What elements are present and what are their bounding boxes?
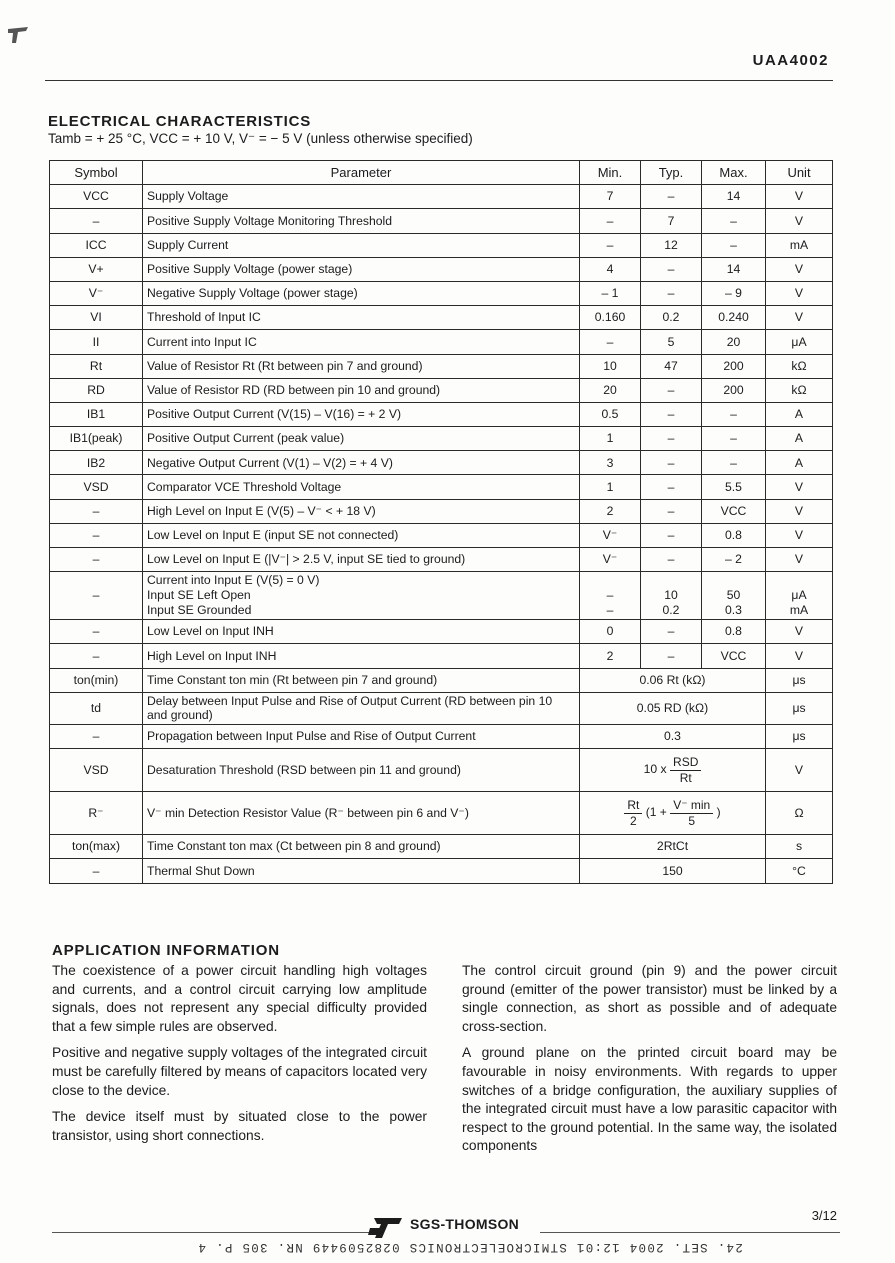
cell-unit: V [766,475,833,499]
electrical-characteristics-table [49,160,833,884]
paragraph: The coexistence of a power circuit handling high voltages and currents, and a control circuit carrying low amplitude signals, does not represent any special difficulty provided that a few simple rules are observed. [52,963,427,1034]
cell-typ: 12 [641,233,702,257]
table-row [50,668,833,692]
cell-parameter: Low Level on Input E (|V⁻| > 2.5 V, input SE tied to ground) [143,548,580,572]
cell-unit [766,572,833,620]
cell-symbol: – [50,209,143,233]
table-row [50,330,833,354]
cell-unit: °C [766,859,833,883]
cell-min: V⁻ [580,523,641,547]
cell-parameter: Negative Output Current (V(1) – V(2) = + 4 V) [143,451,580,475]
test-conditions: Tamb = + 25 °C, VCC = + 10 V, V⁻ = − 5 V (unless otherwise specified) [48,131,473,146]
st-logo-icon [368,1215,404,1239]
cell-unit: V [766,499,833,523]
cell-max: VCC [702,644,766,668]
cell-value: 2RtCt [580,835,766,859]
cell-typ: – [641,548,702,572]
cell-parameter: High Level on Input INH [143,644,580,668]
table-row [50,209,833,233]
denominator: Rt [679,770,692,785]
cell-unit: V [766,257,833,281]
cell-typ: – [641,451,702,475]
cell-min: 20 [580,378,641,402]
cell-typ: – [641,281,702,305]
cell-parameter: Value of Resistor Rt (Rt between pin 7 and ground) [143,354,580,378]
formula-fraction [670,798,713,828]
header-rule [45,80,833,81]
cell-min: 1 [580,475,641,499]
table-row [50,620,833,644]
cell-unit: V [766,281,833,305]
cell-typ [641,572,702,620]
cell-symbol: – [50,644,143,668]
cell-unit: A [766,427,833,451]
cell-unit: A [766,402,833,426]
cell-parameter: Current into Input IC [143,330,580,354]
cell-line: – [606,603,614,618]
cell-min: V⁻ [580,548,641,572]
cell-unit: V [766,209,833,233]
cell-line: 10 [664,588,678,603]
cell-symbol: II [50,330,143,354]
cell-typ: 5 [641,330,702,354]
cell-symbol: – [50,620,143,644]
col-header-unit: Unit [766,161,833,185]
cell-typ: – [641,644,702,668]
cell-typ: – [641,620,702,644]
cell-unit: V [766,644,833,668]
cell-formula [580,749,766,792]
table-row [50,725,833,749]
cell-line: Input SE Left Open [147,588,251,603]
cell-parameter: Supply Voltage [143,185,580,209]
cell-typ: – [641,257,702,281]
cell-min: 2 [580,499,641,523]
paragraph: The control circuit ground (pin 9) and the power circuit ground (emitter of the power transistor) must be linked by a single connection, as short as possible and of adequate cross-section. [462,963,837,1034]
cell-symbol: – [50,499,143,523]
cell-typ: 7 [641,209,702,233]
page-number: 3/12 [811,1208,837,1223]
cell-line [770,573,828,588]
cell-symbol: ICC [50,233,143,257]
cell-parameter: Thermal Shut Down [143,859,580,883]
table-row [50,427,833,451]
cell-unit: μs [766,725,833,749]
cell-unit: V [766,548,833,572]
cell-min: 4 [580,257,641,281]
cell-parameter: Positive Supply Voltage Monitoring Threshold [143,209,580,233]
cell-min: – [580,233,641,257]
cell-symbol: – [50,725,143,749]
cell-line: μA [791,588,807,603]
cell-max: – [702,427,766,451]
cell-symbol: VSD [50,749,143,792]
col-header-symbol: Symbol [50,161,143,185]
cell-min: 0.160 [580,306,641,330]
cell-symbol: IB1 [50,402,143,426]
table-row [50,523,833,547]
table-row [50,749,833,792]
formula-text: ) [716,805,721,820]
cell-unit: Ω [766,792,833,835]
application-right-column [462,962,837,1164]
cell-symbol: RD [50,378,143,402]
footer-rule [52,1232,372,1233]
paragraph: Positive and negative supply voltages of the integrated circuit must be carefully filtered by means of capacitors located very close to the device. [52,1045,427,1098]
cell-symbol: ton(max) [50,835,143,859]
cell-symbol: VI [50,306,143,330]
cell-symbol: VSD [50,475,143,499]
cell-typ: – [641,378,702,402]
cell-min: 1 [580,427,641,451]
cell-parameter: Positive Output Current (V(15) – V(16) = + 2 V) [143,402,580,426]
table-header-row [50,161,833,185]
cell-symbol: IB1(peak) [50,427,143,451]
cell-parameter: Threshold of Input IC [143,306,580,330]
cell-parameter: Supply Current [143,233,580,257]
cell-max: 20 [702,330,766,354]
cell-unit: mA [766,233,833,257]
cell-parameter: High Level on Input E (V(5) – V⁻ < + 18 V) [143,499,580,523]
cell-unit: μs [766,668,833,692]
cell-unit: kΩ [766,378,833,402]
table-row [50,402,833,426]
cell-line: 0.3 [725,603,742,618]
cell-max: 0.8 [702,620,766,644]
cell-symbol: – [50,548,143,572]
cell-min: 2 [580,644,641,668]
footer-rule [540,1232,840,1233]
formula-prefix: 10 x [643,762,667,777]
cell-max: VCC [702,499,766,523]
numerator: V⁻ min [670,798,713,813]
table-row [50,233,833,257]
cell-typ: – [641,402,702,426]
formula-text: (1 + [645,805,667,820]
cell-unit: μA [766,330,833,354]
table-row [50,644,833,668]
cell-parameter: Positive Output Current (peak value) [143,427,580,451]
cell-line [645,573,697,588]
cell-symbol: V+ [50,257,143,281]
table-row [50,692,833,724]
cell-max: – [702,451,766,475]
cell-value: 0.3 [580,725,766,749]
table-row [50,572,833,620]
cell-parameter: Low Level on Input INH [143,620,580,644]
cell-parameter: Low Level on Input E (input SE not connected) [143,523,580,547]
cell-line [584,573,636,588]
cell-unit: μs [766,692,833,724]
cell-typ: – [641,499,702,523]
col-header-typ: Typ. [641,161,702,185]
numerator: Rt [624,798,642,813]
cell-min: – 1 [580,281,641,305]
cell-symbol: V⁻ [50,281,143,305]
cell-unit: V [766,306,833,330]
denominator: 2 [630,813,637,828]
application-title: APPLICATION INFORMATION [52,942,280,959]
cell-min: 3 [580,451,641,475]
table-row [50,451,833,475]
cell-parameter: Time Constant ton min (Rt between pin 7 and ground) [143,668,580,692]
cell-unit: V [766,185,833,209]
cell-line: mA [789,603,809,618]
col-header-min: Min. [580,161,641,185]
cell-max: – 9 [702,281,766,305]
cell-parameter: Desaturation Threshold (RSD between pin 11 and ground) [143,749,580,792]
cell-parameter: Negative Supply Voltage (power stage) [143,281,580,305]
table-row [50,548,833,572]
cell-value: 0.05 RD (kΩ) [580,692,766,724]
cell-max: – 2 [702,548,766,572]
numerator: RSD [670,755,701,770]
cell-unit: V [766,749,833,792]
cell-line: 0.2 [662,603,680,618]
formula-fraction [624,798,642,828]
cell-parameter [143,572,580,620]
part-number: UAA4002 [752,52,829,69]
cell-parameter: V⁻ min Detection Resistor Value (R⁻ between pin 6 and V⁻) [143,792,580,835]
table-row [50,378,833,402]
cell-max: – [702,233,766,257]
table-row [50,859,833,883]
cell-parameter: Delay between Input Pulse and Rise of Output Current (RD between pin 10 and ground) [143,692,580,724]
cell-parameter: Propagation between Input Pulse and Rise of Output Current [143,725,580,749]
cell-parameter: Value of Resistor RD (RD between pin 10 and ground) [143,378,580,402]
cell-typ: 0.2 [641,306,702,330]
formula-fraction [670,755,701,785]
table-row [50,306,833,330]
cell-max: 14 [702,257,766,281]
section-title: ELECTRICAL CHARACTERISTICS [48,113,312,130]
cell-min: 10 [580,354,641,378]
cell-typ: – [641,427,702,451]
cell-symbol: – [50,523,143,547]
cell-line [706,573,761,588]
cell-min: 0.5 [580,402,641,426]
cell-symbol: – [50,859,143,883]
scan-artifact-mark [6,25,32,45]
table-row [50,475,833,499]
cell-value: 150 [580,859,766,883]
cell-max: 5.5 [702,475,766,499]
cell-line: 50 [726,588,741,603]
cell-unit: kΩ [766,354,833,378]
cell-symbol: Rt [50,354,143,378]
cell-max: 0.8 [702,523,766,547]
cell-line: – [606,588,614,603]
cell-unit: V [766,523,833,547]
cell-min: 0 [580,620,641,644]
cell-max: – [702,402,766,426]
table-row [50,792,833,835]
brand-name: SGS-THOMSON [410,1216,520,1232]
denominator: 5 [688,813,696,828]
table-row [50,354,833,378]
cell-max: – [702,209,766,233]
cell-symbol: IB2 [50,451,143,475]
col-header-max: Max. [702,161,766,185]
cell-max: 200 [702,354,766,378]
cell-max: 200 [702,378,766,402]
cell-formula [580,792,766,835]
cell-typ: – [641,185,702,209]
table-row [50,281,833,305]
table-row [50,499,833,523]
table-row [50,257,833,281]
paragraph: A ground plane on the printed circuit board may be favourable in noisy environments. With regards to upper switches of a bridge configuration, the auxiliary supplies of the integrated circuit must have a low parasitic capacitor with respect to the ground potential. In the same way, the isolated components [462,1045,837,1154]
cell-value: 0.06 Rt (kΩ) [580,668,766,692]
cell-min: – [580,209,641,233]
cell-symbol: R⁻ [50,792,143,835]
cell-max: 14 [702,185,766,209]
cell-min: 7 [580,185,641,209]
cell-symbol: – [50,572,143,620]
cell-parameter: Positive Supply Voltage (power stage) [143,257,580,281]
cell-typ: – [641,523,702,547]
cell-typ: – [641,475,702,499]
cell-symbol: VCC [50,185,143,209]
paragraph: The device itself must by situated close to the power transistor, using short connections. [52,1109,427,1143]
cell-parameter: Comparator VCE Threshold Voltage [143,475,580,499]
cell-max [702,572,766,620]
cell-min: – [580,330,641,354]
table-row [50,185,833,209]
cell-line: Input SE Grounded [147,603,252,618]
col-header-parameter: Parameter [143,161,580,185]
cell-symbol: td [50,692,143,724]
application-left-column [52,962,427,1153]
cell-unit: s [766,835,833,859]
cell-max: 0.240 [702,306,766,330]
table-row [50,835,833,859]
cell-unit: V [766,620,833,644]
cell-line: Current into Input E (V(5) = 0 V) [147,573,320,588]
cell-min [580,572,641,620]
cell-symbol: ton(min) [50,668,143,692]
cell-typ: 47 [641,354,702,378]
cell-unit: A [766,451,833,475]
cell-parameter: Time Constant ton max (Ct between pin 8 and ground) [143,835,580,859]
fax-header-line: 24. SET. 2004 12:01 STMICROELECTRONICS 0282509449 NR. 305 P. 4 [197,1240,743,1254]
